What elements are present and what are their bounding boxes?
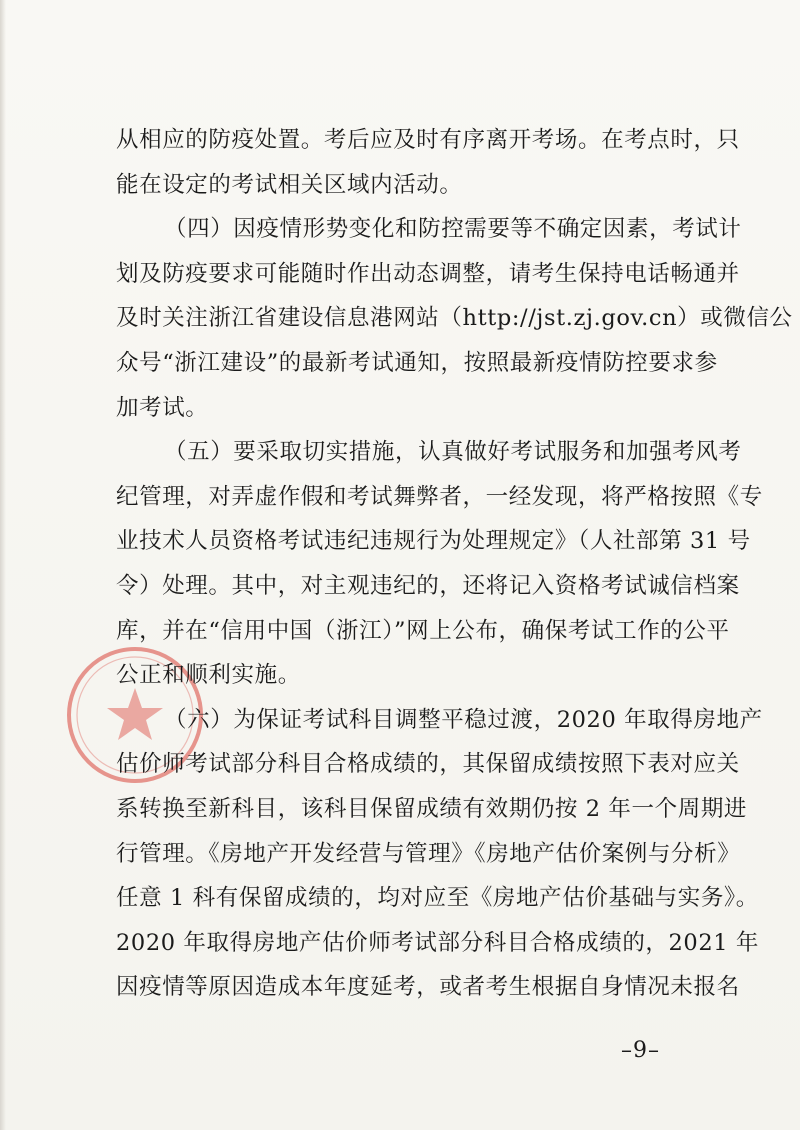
text-line: 任意 1 科有保留成绩的，均对应至《房地产估价基础与实务》。 xyxy=(116,885,759,912)
text-line: 库，并在“信用中国（浙江）”网上公布，确保考试工作的公平 xyxy=(116,617,730,644)
text-line: 令）处理。其中，对主观违纪的，还将记入资格考试诚信档案 xyxy=(116,572,740,599)
text-line: 能在设定的考试相关区域内活动。 xyxy=(116,171,463,198)
text-line: 纪管理，对弄虚作假和考试舞弊者，一经发现，将严格按照《专 xyxy=(116,483,763,510)
text-line: 众号“浙江建设”的最新考试通知，按照最新疫情防控要求参 xyxy=(116,349,718,376)
text-line: （四）因疫情形势变化和防控需要等不确定因素，考试计 xyxy=(164,216,742,243)
text-line: 2020 年取得房地产估价师考试部分科目合格成绩的，2021 年 xyxy=(116,929,760,956)
text-line: 公正和顺利实施。 xyxy=(116,662,301,689)
document-body xyxy=(116,118,793,1010)
scan-edge xyxy=(0,0,6,1130)
text-line: 因疫情等原因造成本年度延考，或者考生根据自身情况未报名 xyxy=(116,974,740,1001)
text-line: 及时关注浙江省建设信息港网站（http://jst.zj.gov.cn）或微信公 xyxy=(116,305,793,332)
text-line: 估价师考试部分科目合格成绩的，其保留成绩按照下表对应关 xyxy=(116,751,740,778)
text-line: 从相应的防疫处置。考后应及时有序离开考场。在考点时，只 xyxy=(116,127,740,153)
text-line: 行管理。《房地产开发经营与管理》《房地产估价案例与分析》 xyxy=(116,840,741,867)
text-line: 加考试。 xyxy=(116,394,209,421)
text-line: 业技术人员资格考试违纪违规行为处理规定》（人社部第 31 号 xyxy=(116,528,751,555)
text-line: （五）要采取切实措施，认真做好考试服务和加强考风考 xyxy=(164,439,742,466)
page-number: –9– xyxy=(621,1038,660,1063)
text-line: 系转换至新科目，该科目保留成绩有效期仍按 2 年一个周期进 xyxy=(116,795,748,822)
text-line: 划及防疫要求可能随时作出动态调整，请考生保持电话畅通并 xyxy=(116,260,740,287)
text-line: （六）为保证考试科目调整平稳过渡，2020 年取得房地产 xyxy=(164,706,763,733)
